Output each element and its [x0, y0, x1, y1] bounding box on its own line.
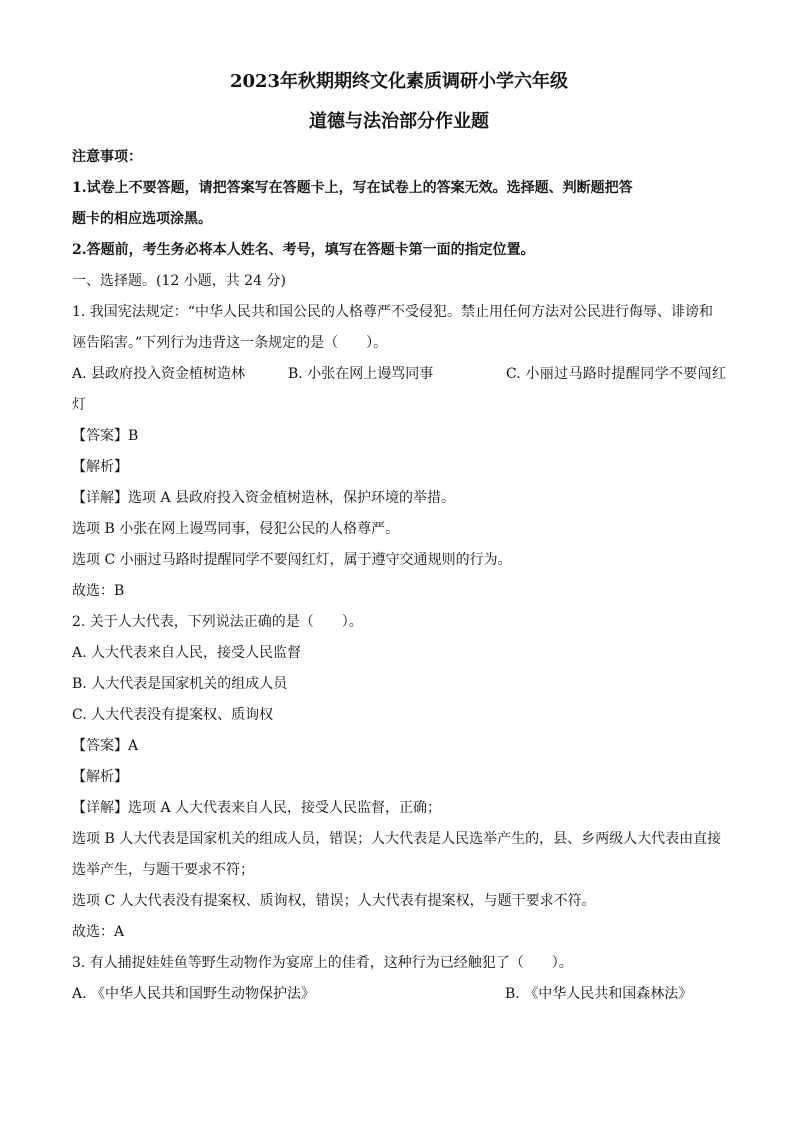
q1-analysis-label: 【解析】: [72, 459, 128, 475]
q3-option-a: A. 《中华人民共和国野生动物保护法》: [72, 986, 316, 1002]
q2-detail-2-line-2: 选举产生，与题干要求不符；: [72, 862, 254, 878]
q1-options: [72, 359, 726, 390]
q1-stem-line-1: 1. 我国宪法规定：“中华人民共和国公民的人格尊严不受侵犯。禁止用任何方法对公民进行侮辱、诽谤和: [72, 304, 713, 320]
q3-stem: 3. 有人捕捉娃娃鱼等野生动物作为宴席上的佳肴，这种行为已经触犯了（ ）。: [72, 955, 573, 971]
q1-final: 故选：B: [72, 583, 125, 599]
q3-options: [72, 979, 726, 1010]
q1-option-a: A. 县政府投入资金植树造林: [72, 366, 246, 382]
page-title: 2023年秋期期终文化素质调研小学六年级: [229, 71, 569, 92]
q2-detail-2-line-1: 选项 B 人大代表是国家机关的组成人员，错误；人大代表是人民选举产生的，县、乡两级人大代表由直接: [72, 831, 722, 847]
notes-item-1-line-1: 1.试卷上不要答题，请把答案写在答题卡上，写在试卷上的答案无效。选择题、判断题把答: [72, 180, 633, 196]
page-subtitle: 道德与法治部分作业题: [309, 111, 489, 132]
q2-analysis-label: 【解析】: [72, 769, 128, 785]
section-heading: 一、选择题。(12 小题，共 24 分): [72, 273, 286, 289]
q2-option-b: B. 人大代表是国家机关的组成人员: [72, 676, 288, 692]
q2-final: 故选：A: [72, 924, 125, 940]
q2-answer: 【答案】A: [72, 738, 139, 754]
q1-option-c: C. 小丽过马路时提醒同学不要闯红: [506, 366, 726, 382]
document-page: [72, 62, 726, 1010]
q2-option-c: C. 人大代表没有提案权、质询权: [72, 707, 274, 723]
q1-option-b: B. 小张在网上谩骂同事: [288, 366, 434, 382]
notes-item-2: 2.答题前，考生务必将本人姓名、考号，填写在答题卡第一面的指定位置。: [72, 242, 535, 258]
q1-answer: 【答案】B: [72, 428, 139, 444]
q2-stem: 2. 关于人大代表，下列说法正确的是（ ）。: [72, 614, 363, 630]
q3-option-b: B. 《中华人民共和国森林法》: [505, 986, 693, 1002]
q1-detail-1: 【详解】选项 A 县政府投入资金植树造林，保护环境的举措。: [72, 490, 456, 506]
q1-stem-line-2: 诬告陷害。”下列行为违背这一条规定的是（ ）。: [72, 335, 388, 351]
notes-item-1-line-2: 题卡的相应选项涂黑。: [72, 211, 212, 227]
notes-heading: 注意事项：: [72, 149, 142, 165]
q1-option-c-continued: 灯: [72, 397, 86, 413]
q1-detail-3: 选项 C 小丽过马路时提醒同学不要闯红灯，属于遵守交通规则的行为。: [72, 552, 512, 568]
q2-option-a: A. 人大代表来自人民，接受人民监督: [72, 645, 302, 661]
q2-detail-1: 【详解】选项 A 人大代表来自人民，接受人民监督，正确；: [72, 800, 442, 816]
q1-detail-2: 选项 B 小张在网上谩骂同事，侵犯公民的人格尊严。: [72, 521, 400, 537]
q2-detail-3: 选项 C 人大代表没有提案权、质询权，错误；人大代表有提案权，与题干要求不符。: [72, 893, 596, 909]
